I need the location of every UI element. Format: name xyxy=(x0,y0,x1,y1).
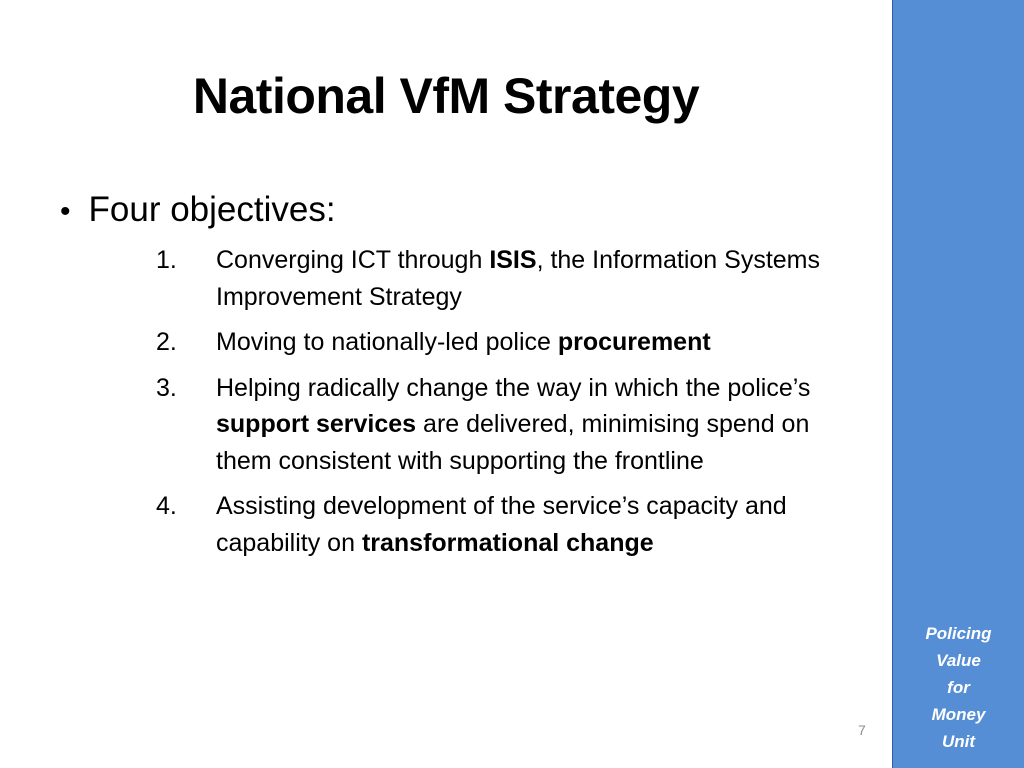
unit-label-line: Money xyxy=(931,705,986,724)
objective-text-part: Moving to nationally-led police xyxy=(216,328,558,356)
bullet-dot-icon: • xyxy=(60,195,71,228)
objective-item-2 xyxy=(156,324,846,361)
objective-item-3 xyxy=(156,370,846,480)
bullet-heading xyxy=(60,186,336,236)
objective-text xyxy=(216,324,846,361)
unit-label-line: Value xyxy=(936,651,981,670)
objectives-list xyxy=(156,242,846,570)
objective-text xyxy=(216,370,846,480)
objective-text xyxy=(216,242,846,315)
page-number: 7 xyxy=(858,722,866,738)
objective-text-part: Helping radically change the way in which the police’s xyxy=(216,373,811,402)
objective-text xyxy=(216,488,846,561)
objective-keyword: transformational change xyxy=(361,528,654,557)
unit-label-line: Policing xyxy=(925,624,992,643)
objective-number: 4. xyxy=(156,492,177,520)
sidebar-panel xyxy=(892,0,1024,768)
bullet-text: Four objectives: xyxy=(88,190,336,229)
objective-text-part: Converging ICT through xyxy=(216,246,490,274)
unit-label xyxy=(893,620,1024,755)
objective-item-4 xyxy=(156,488,846,561)
objective-text-part: , the Information Systems Improvement Strategy xyxy=(216,246,821,311)
objective-item-1 xyxy=(156,242,846,315)
unit-label-line: Unit xyxy=(941,732,976,751)
objective-number: 3. xyxy=(156,373,177,402)
objective-text-part: are delivered, minimising spend on them consistent with supporting the frontline xyxy=(216,410,810,475)
objective-number: 1. xyxy=(156,246,177,274)
objective-text-part: Assisting development of the service’s capacity and capability on xyxy=(216,492,787,557)
objective-number: 2. xyxy=(156,328,177,356)
objective-keyword: procurement xyxy=(557,328,711,356)
objective-keyword: support services xyxy=(216,410,417,438)
slide-title: National VfM Strategy xyxy=(192,68,700,124)
unit-label-line: for xyxy=(947,678,970,697)
objective-keyword: ISIS xyxy=(489,246,537,274)
